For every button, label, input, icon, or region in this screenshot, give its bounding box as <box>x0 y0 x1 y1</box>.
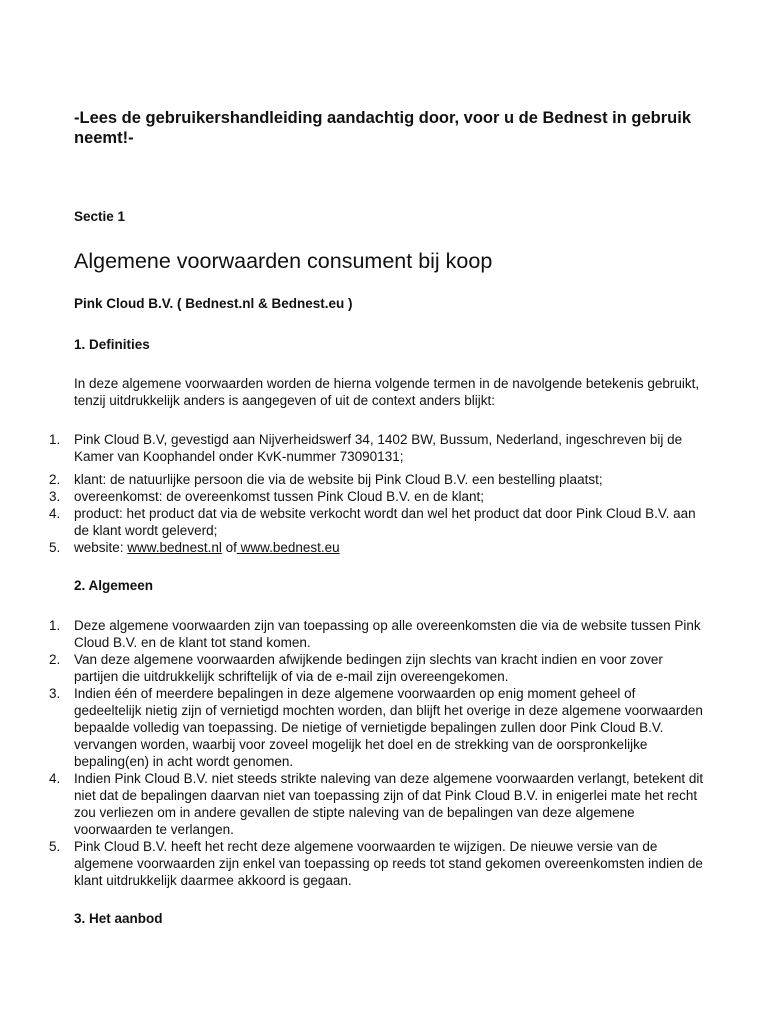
list-item: 3. overeenkomst: de overeenkomst tussen Pink Cloud B.V. en de klant; <box>49 489 484 504</box>
general-heading: 2. Algemeen <box>74 578 154 593</box>
list-item: 2. Van deze algemene voorwaarden afwijkende bedingen zijn slechts van kracht indien en voor zover partijen die uitdrukkelijk schriftelijk of via de e-mail zijn overeengekomen. <box>49 652 663 684</box>
bednest-eu-link[interactable]: www.bednest.eu <box>236 540 340 555</box>
definitions-heading: 1. Definities <box>74 337 150 352</box>
list-item-website: 5. website: www.bednest.nl of www.bednest.eu <box>49 540 340 555</box>
offer-heading: 3. Het aanbod <box>74 911 163 926</box>
list-item: 5. Pink Cloud B.V. heeft het recht deze algemene voorwaarden te wijzigen. De nieuwe versie van de algemene voorwaarden zijn enkel van toepassing op reeds tot stand gekomen overeenkomsten indien de klant uitdrukkelijk daarmee akkoord is gegaan. <box>49 839 703 888</box>
definitions-list <box>0 431 720 556</box>
section-label: Sectie 1 <box>74 209 126 224</box>
user-manual-warning: -Lees de gebruikershandleiding aandachtig door, voor u de Bednest in gebruik neemt!- <box>74 109 692 147</box>
list-item: 1. Deze algemene voorwaarden zijn van toepassing op alle overeenkomsten die via de website tussen Pink Cloud B.V. en de klant tot stand komen. <box>49 618 701 650</box>
document-title: Algemene voorwaarden consument bij koop <box>74 249 493 273</box>
list-item: 2. klant: de natuurlijke persoon die via de website bij Pink Cloud B.V. een bestelling plaatst; <box>49 472 603 487</box>
general-list <box>0 617 720 889</box>
list-item: 4. Indien Pink Cloud B.V. niet steeds strikte naleving van deze algemene voorwaarden verlangt, betekent dit niet dat de bepalingen daarvan niet van toepassing zijn of dat Pink Cloud B.V. in enigerlei mate het recht zou verliezen om in andere gevallen de stipte naleving van de bepalingen van deze algemene voorwaarden te verlangen. <box>49 771 704 837</box>
list-item: 1. Pink Cloud B.V, gevestigd aan Nijverheidswerf 34, 1402 BW, Bussum, Nederland, ingeschreven bij de Kamer van Koophandel onder KvK-nummer 73090131; <box>49 432 683 464</box>
list-item: 4. product: het product dat via de website verkocht wordt dan wel het product dat door Pink Cloud B.V. aan de klant wordt geleverd; <box>49 506 696 538</box>
company-name: Pink Cloud B.V. ( Bednest.nl & Bednest.eu ) <box>74 296 353 311</box>
definitions-intro: In deze algemene voorwaarden worden de hierna volgende termen in de navolgende betekenis gebruikt, tenzij uitdrukkelijk anders is aangegeven of uit de context anders blijkt: <box>74 376 700 408</box>
bednest-nl-link[interactable]: www.bednest.nl <box>127 540 222 555</box>
list-item: 3. Indien één of meerdere bepalingen in deze algemene voorwaarden op enig moment geheel of gedeeltelijk nietig zijn of vernietigd mochten worden, dan blijft het overige in deze algemene voorwaarden bepaalde volledig van toepassing. De nietige of vernietigde bepalingen zullen door Pink Cloud B.V. vervangen worden, waarbij voor zoveel mogelijk het doel en de strekking van de oorspronkelijke bepaling(en) in acht wordt genomen. <box>49 686 703 769</box>
